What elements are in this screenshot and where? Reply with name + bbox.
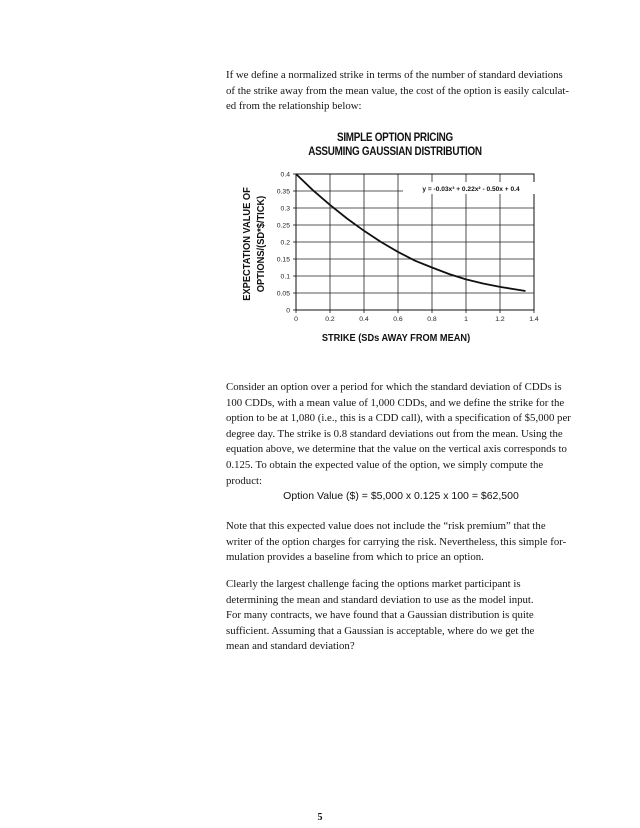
y-tick-label: 0 [286,307,290,315]
text-line: of the strike away from the mean value, the cost of the option is easily calculat- [226,84,569,97]
chart-grid [296,174,534,310]
option-pricing-chart [0,0,640,380]
y-tick-label: 0.4 [280,171,290,179]
y-axis-label-line-1: EXPECTATION VALUE OF [241,187,254,301]
risk-premium-paragraph [226,519,576,566]
chart-title: SIMPLE OPTION PRICING [336,132,454,144]
text-line: mean and standard deviation? [226,640,355,653]
option-value-equation: Option Value ($) = $5,000 x 0.125 x 100 = $62,500 [283,490,519,502]
text-line: product: [226,474,262,487]
x-tick-label: 1.4 [529,316,539,323]
x-tick-label: 0.2 [325,316,335,323]
example-paragraph [226,380,576,489]
text-line: equation above, we determine that the value on the vertical axis corresponds to [226,443,567,456]
y-tick-label: 0.05 [276,290,290,298]
y-axis-label-line-2: OPTIONS/(SD*$/TICK) [255,195,268,293]
y-tick-label: 0.1 [280,273,290,281]
text-line: writer of the option charges for carrying the risk. Nevertheless, this simple for- [226,535,567,548]
text-line: mulation provides a baseline from which to price an option. [226,551,484,564]
text-line: option to be at 1,080 (i.e., this is a CDD call), with a specification of $5,000 per [226,412,571,425]
chart-subtitle: ASSUMING GAUSSIAN DISTRIBUTION [308,146,482,158]
text-line: ed from the relationship below: [226,100,362,113]
closing-paragraph [226,577,576,655]
text-line: 100 CDDs, with a mean value of 1,000 CDDs, and we define the strike for the [226,396,565,409]
text-line: Consider an option over a period for which the standard deviation of CDDs is [226,381,562,393]
x-tick-label: 0.4 [359,316,369,323]
page-number: 5 [317,812,323,823]
y-tick-label: 0.2 [280,239,290,247]
y-tick-label: 0.15 [276,256,290,264]
text-line: Clearly the largest challenge facing the options market participant is [226,578,521,590]
x-tick-label: 1 [464,316,468,323]
x-tick-label: 0 [294,316,298,323]
text-line: For many contracts, we have found that a Gaussian distribution is quite [226,609,534,622]
text-line: If we define a normalized strike in terms of the number of standard deviations [226,69,563,81]
x-tick-label: 0.8 [427,316,437,323]
y-tick-label: 0.35 [276,188,290,196]
text-line: Note that this expected value does not include the “risk premium” that the [226,520,546,532]
text-line: sufficient. Assuming that a Gaussian is acceptable, where do we get the [226,624,535,637]
x-tick-label: 0.6 [393,316,403,323]
equation-annotation: y = -0.03x³ + 0.22x² - 0.50x + 0.4 [422,186,520,193]
text-line: degree day. The strike is 0.8 standard deviations out from the mean. Using the [226,427,563,440]
text-line: determining the mean and standard deviation to use as the model input. [226,593,534,606]
text-line: 0.125. To obtain the expected value of the option, we simply compute the [226,458,544,471]
x-axis-label: STRIKE (SDs AWAY FROM MEAN) [321,332,471,345]
equation-annotation-group [403,182,539,194]
y-tick-label: 0.25 [276,222,290,230]
y-tick-label: 0.3 [280,205,290,213]
x-tick-label: 1.2 [495,316,505,323]
